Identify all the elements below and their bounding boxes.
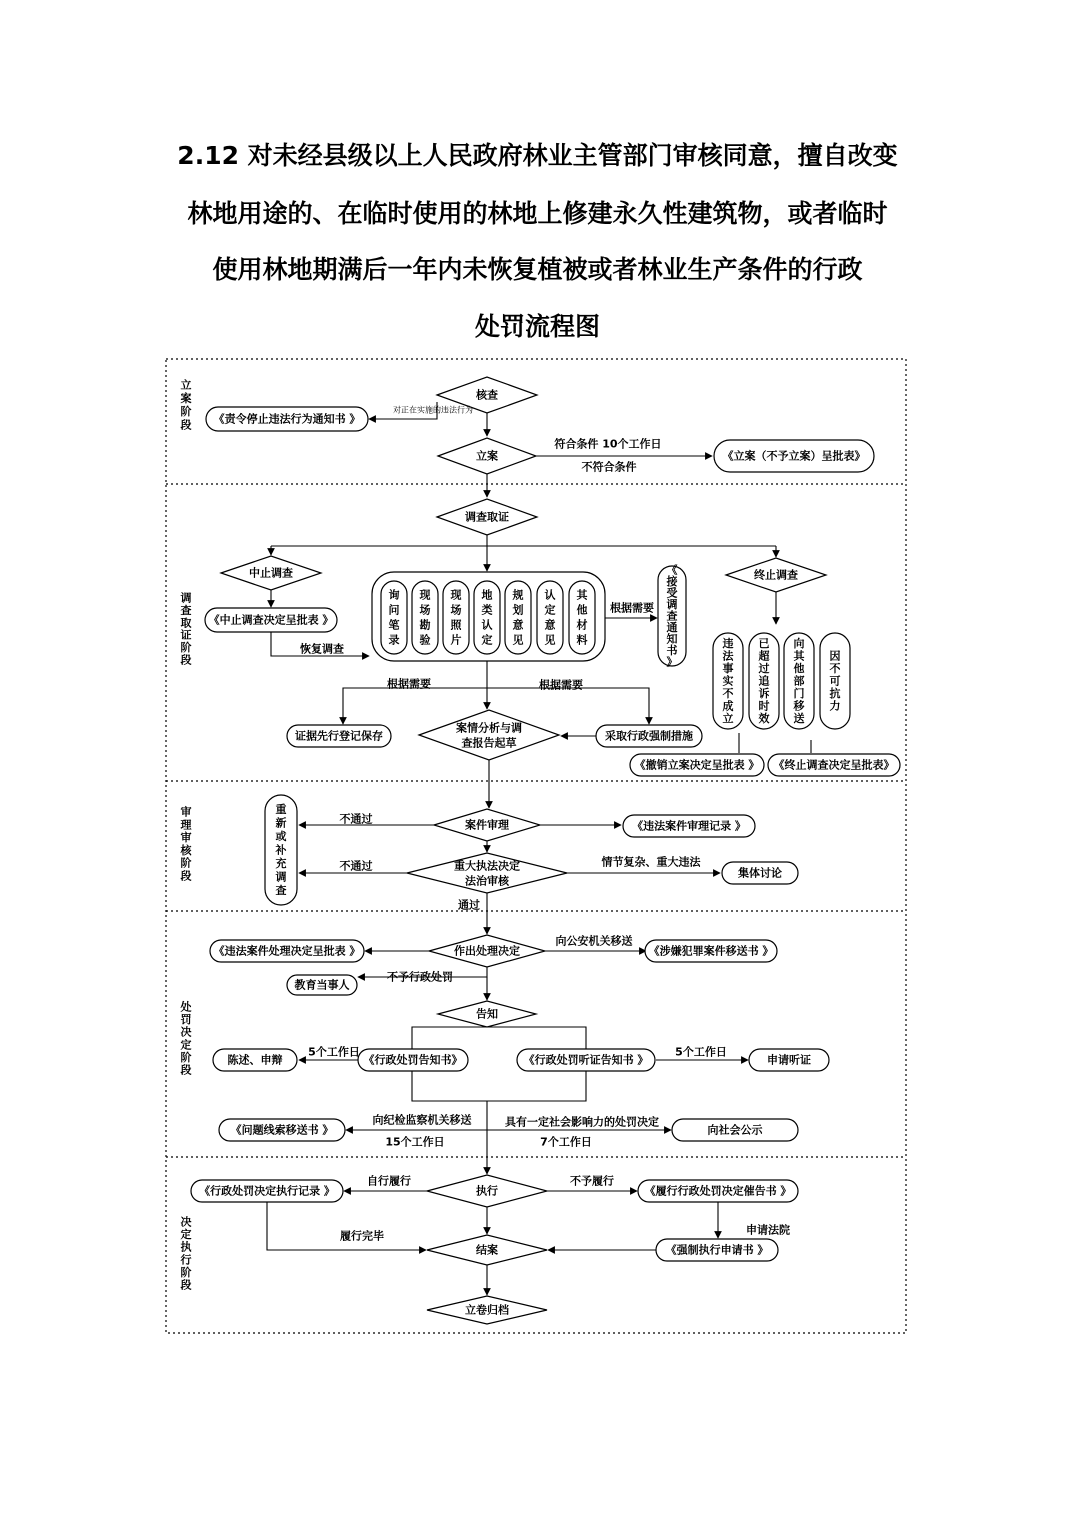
termination-reason-char: 移 [793, 699, 805, 713]
termination-reason-char: 不 [829, 662, 841, 675]
node-case-review-label: 案件审理 [465, 818, 509, 832]
termination-reason-char: 向 [793, 637, 805, 650]
stage-label-2-char: 调 [180, 591, 192, 605]
stage-label-5-char: 段 [180, 1278, 192, 1292]
termination-reason-char: 诉 [758, 687, 770, 700]
page-title-line-1: 2.12 对未经县级以上人民政府林业主管部门审核同意，擅自改变 [177, 141, 898, 170]
termination-reason-char: 其 [793, 649, 805, 663]
stage-label-1-char: 立 [180, 378, 192, 392]
doc-receive-notice-char: 调 [666, 598, 678, 611]
doc-execution-record-label: 《行政处罚决定执行记录 》 [199, 1184, 335, 1198]
label-refuse-execute: 不予履行 [570, 1174, 614, 1188]
evidence-item-char: 料 [576, 633, 588, 647]
evidence-item-char: 场 [450, 603, 462, 617]
evidence-item-char: 笔 [388, 618, 400, 632]
node-reinvestigate-char: 或 [275, 830, 287, 843]
doc-enforcement-application-label: 《强制执行申请书 》 [665, 1243, 769, 1257]
label-influential-decision: 具有一定社会影响力的处罚决定 [505, 1115, 659, 1129]
doc-receive-notice-char: 通 [666, 621, 678, 634]
node-decision-label: 作出处理决定 [454, 944, 520, 958]
termination-reason-char: 过 [758, 662, 770, 675]
node-reinvestigate-char: 新 [275, 816, 287, 830]
stage-label-4-char: 罚 [180, 1013, 192, 1027]
node-collective-discussion-label: 集体讨论 [738, 866, 782, 880]
doc-suspend-form-label: 《中止调查决定呈批表 》 [208, 613, 334, 627]
evidence-item-char: 定 [481, 633, 493, 647]
doc-hearing-notice-label: 《行政处罚听证告知书 》 [523, 1053, 649, 1067]
evidence-item-char: 勘 [419, 618, 431, 632]
evidence-item-char: 地 [481, 588, 493, 602]
termination-reason-char: 他 [793, 662, 805, 675]
node-reinvestigate-char: 补 [275, 843, 287, 857]
node-check-label: 核查 [476, 388, 498, 402]
evidence-item-char: 验 [419, 633, 431, 647]
label-fail-1: 不通过 [339, 812, 373, 826]
termination-reason-char: 可 [829, 674, 841, 688]
evidence-item-char: 片 [450, 633, 462, 647]
label-no-penalty: 不予行政处罚 [387, 970, 453, 984]
stage-label-5-char: 定 [180, 1228, 192, 1242]
doc-receive-notice-char: 受 [666, 586, 678, 600]
node-investigate-label: 调查取证 [465, 510, 509, 524]
termination-reason-char: 部 [793, 674, 805, 688]
stage-label-1-char: 案 [180, 391, 192, 405]
termination-reason-char: 法 [722, 649, 734, 663]
node-reinvestigate-char: 调 [275, 870, 287, 884]
termination-reason-char: 力 [829, 699, 841, 713]
label-resume: 恢复调查 [300, 642, 344, 656]
evidence-item-char: 意 [544, 618, 556, 632]
termination-reason-char: 效 [758, 712, 770, 725]
page-title-line-4: 处罚流程图 [474, 312, 600, 341]
label-complex-case: 情节复杂、重大违法 [601, 855, 701, 869]
node-case-analysis-label-1: 案情分析与调 [456, 721, 522, 735]
evidence-item-char: 规 [512, 588, 524, 602]
termination-reason-char: 立 [722, 712, 734, 725]
termination-reason-char: 已 [758, 637, 770, 650]
node-legal-review-label-2: 法治审核 [465, 874, 509, 888]
termination-reason-char: 实 [722, 674, 734, 688]
label-fail-2: 不通过 [339, 859, 373, 873]
doc-receive-notice-char: 》 [666, 655, 678, 669]
doc-terminate-form-label: 《终止调查决定呈批表》 [773, 758, 895, 772]
stage-label-3-char: 段 [180, 869, 192, 883]
doc-decision-form-label: 《违法案件处理决定呈批表 》 [213, 944, 361, 958]
evidence-item-char: 询 [388, 588, 400, 602]
stage-label-1-char: 段 [180, 418, 192, 432]
stage-label-5-char: 阶 [180, 1265, 192, 1279]
doc-receive-notice-char: 查 [666, 609, 678, 623]
evidence-item-char: 现 [419, 588, 431, 602]
stage-label-3-char: 核 [180, 843, 192, 857]
node-suspend-label: 中止调查 [249, 566, 293, 580]
stage-label-2-char: 段 [180, 653, 192, 667]
stage-label-1-char: 阶 [180, 405, 192, 419]
doc-receive-notice-char: 《 [666, 563, 678, 577]
stage-label-3-char: 审 [180, 805, 192, 819]
stage-label-3-char: 阶 [180, 856, 192, 870]
doc-receive-notice-char: 接 [666, 575, 678, 588]
doc-transfer-crime-label: 《涉嫌犯罪案件移送书 》 [648, 944, 774, 958]
doc-clue-transfer-label: 《问题线索移送书 》 [230, 1123, 334, 1137]
node-apply-hearing-label: 申请听证 [767, 1053, 811, 1067]
label-self-execute: 自行履行 [367, 1174, 411, 1188]
node-evidence-preserve-label: 证据先行登记保存 [295, 729, 383, 743]
doc-receive-notice-char: 书 [666, 644, 678, 657]
termination-reason-char: 时 [758, 699, 770, 713]
termination-reason-char: 不 [722, 687, 734, 700]
label-meets-conditions: 符合条件 10个工作日 [554, 437, 662, 451]
evidence-item-char: 定 [544, 603, 556, 617]
termination-reason-char: 因 [829, 649, 841, 663]
node-reinvestigate-char: 充 [275, 857, 287, 870]
node-notify-label: 告知 [476, 1007, 498, 1021]
page-title-line-2: 林地用途的、在临时使用的林地上修建永久性建筑物，或者临时 [187, 199, 888, 228]
node-case-analysis [419, 710, 559, 760]
stage-label-4-char: 阶 [180, 1050, 192, 1064]
node-compulsory-measures-label: 采取行政强制措施 [605, 729, 693, 743]
termination-reason-char: 抗 [829, 687, 841, 700]
doc-revoke-form-label: 《撤销立案决定呈批表 》 [634, 758, 760, 772]
label-5-days-2: 5个工作日 [675, 1045, 727, 1059]
stage-label-3-char: 理 [180, 818, 192, 832]
evidence-item-char: 划 [512, 603, 524, 617]
node-reinvestigate-char: 重 [275, 803, 287, 816]
evidence-item-char: 类 [481, 603, 493, 617]
node-educate-label: 教育当事人 [294, 978, 350, 992]
evidence-item-char: 认 [481, 618, 493, 632]
node-case-analysis-label-2: 查报告起草 [461, 736, 517, 750]
label-completed: 履行完毕 [340, 1229, 384, 1243]
evidence-item-char: 照 [450, 618, 462, 632]
label-ongoing-violation: 对正在实施的违法行为 [393, 405, 473, 415]
evidence-item-char: 其 [576, 588, 588, 602]
evidence-item-char: 场 [419, 603, 431, 617]
termination-reason-char: 送 [793, 712, 805, 725]
stage-label-4-char: 定 [180, 1038, 192, 1052]
termination-reason-char: 成 [722, 699, 734, 713]
evidence-item-char: 见 [544, 633, 556, 647]
label-as-needed-2: 根据需要 [387, 677, 431, 691]
stage-label-4-char: 处 [180, 1000, 192, 1014]
evidence-item-char: 现 [450, 588, 462, 602]
evidence-item-char: 见 [512, 633, 524, 647]
doc-register-form-label: 《立案（不予立案）呈批表》 [722, 449, 866, 463]
label-7-days: 7个工作日 [540, 1135, 592, 1149]
termination-reason-char: 事 [722, 662, 734, 675]
node-terminate-label: 终止调查 [754, 568, 798, 582]
termination-reason-char: 违 [722, 637, 734, 650]
evidence-item-char: 意 [512, 618, 524, 632]
node-register-label: 立案 [476, 449, 498, 463]
label-15-days: 15个工作日 [385, 1135, 445, 1149]
evidence-item-char: 问 [388, 603, 400, 617]
evidence-item-char: 录 [388, 633, 400, 647]
label-apply-court: 申请法院 [746, 1223, 790, 1237]
stage-label-5-char: 行 [180, 1253, 192, 1267]
edge-record-close [267, 1202, 426, 1250]
termination-reason-char: 超 [758, 649, 770, 663]
node-statement-defense-label: 陈述、申辩 [227, 1053, 283, 1067]
page-title-line-3: 使用林地期满后一年内未恢复植被或者林业生产条件的行政 [212, 255, 863, 284]
node-public-notice-label: 向社会公示 [707, 1123, 763, 1137]
node-legal-review-label-1: 重大执法决定 [454, 859, 520, 873]
label-pass: 通过 [458, 898, 480, 912]
stage-label-4-char: 决 [180, 1025, 192, 1039]
label-discipline-transfer: 向纪检监察机关移送 [372, 1113, 472, 1127]
label-as-needed-3: 根据需要 [539, 678, 583, 692]
stage-label-5-char: 决 [180, 1215, 192, 1229]
stage-label-4-char: 段 [180, 1063, 192, 1077]
stage-label-5-char: 执 [180, 1240, 192, 1254]
node-execute-label: 执行 [476, 1184, 498, 1198]
label-as-needed-1: 根据需要 [610, 601, 654, 615]
label-5-days-1: 5个工作日 [308, 1045, 360, 1059]
evidence-item-char: 认 [544, 588, 556, 602]
doc-stop-order-label: 《责令停止违法行为通知书 》 [213, 412, 361, 426]
termination-reason-char: 门 [793, 687, 805, 700]
termination-reason-char: 追 [758, 674, 770, 688]
stage-label-2-char: 查 [180, 603, 192, 617]
label-police-transfer: 向公安机关移送 [555, 934, 633, 948]
label-not-meets: 不符合条件 [581, 460, 637, 474]
stage-label-2-char: 取 [180, 616, 192, 630]
stage-label-2-char: 证 [180, 628, 192, 642]
evidence-item-char: 材 [576, 618, 588, 632]
stage-label-2-char: 阶 [180, 641, 192, 655]
node-close-case-label: 结案 [476, 1243, 498, 1257]
stage-label-3-char: 审 [180, 831, 192, 845]
doc-review-record-label: 《违法案件审理记录 》 [632, 819, 746, 833]
evidence-item-char: 他 [576, 603, 588, 617]
doc-urge-notice-label: 《履行行政处罚决定催告书 》 [644, 1184, 792, 1198]
doc-penalty-notice-label: 《行政处罚告知书》 [363, 1053, 463, 1067]
node-reinvestigate-char: 查 [275, 884, 287, 897]
node-archive-label: 立卷归档 [465, 1303, 509, 1317]
doc-receive-notice-char: 知 [666, 632, 678, 646]
